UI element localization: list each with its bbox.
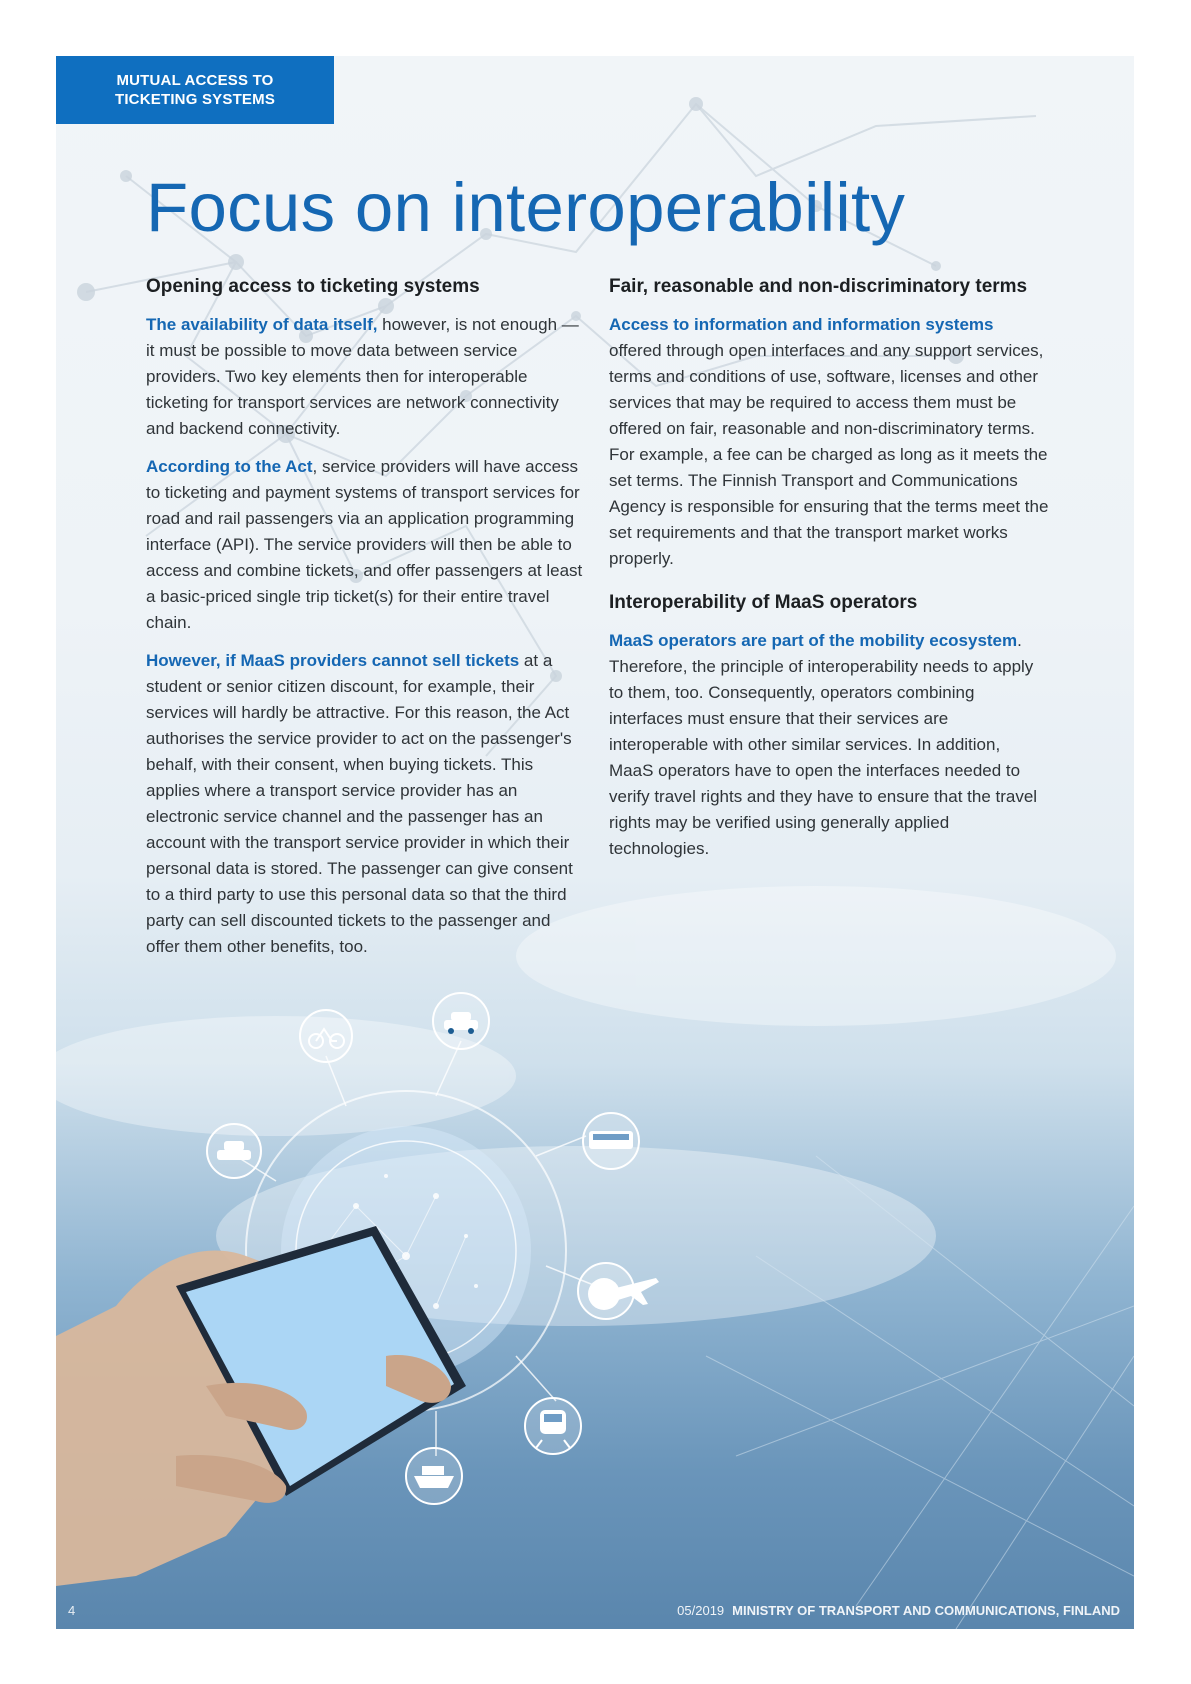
paragraph-according-to-act [146, 454, 586, 636]
highlight-text: Access to information and information systems [609, 315, 994, 334]
section-tag-line2: TICKETING SYSTEMS [114, 91, 276, 108]
body-text: , service providers will have access to ticketing and payment systems of transport services for road and rail passengers via an application programming interface (API). The service providers will then be able to access and combine tickets, and offer passengers at least a basic-priced single trip ticket(s) for their entire travel chain. [146, 457, 583, 632]
highlight-text: According to the Act [146, 457, 313, 476]
page-number: 4 [68, 1603, 76, 1618]
footer [677, 1603, 1120, 1618]
bicycle-icon [300, 1010, 352, 1062]
body-text: offered through open interfaces and any support services, terms and conditions of use, software, licenses and other services that may be required to access them must be offered on fair, reasonable and non-discriminatory terms. For example, a fee can be charged as long as it meets the set terms. The Finnish Transport and Communications Agency is responsible for ensuring that the terms meet the set requirements and that the transport market works properly. [609, 341, 1049, 568]
car-icon [207, 1124, 261, 1178]
body-text: at a student or senior citizen discount, for example, their services will hardly be attractive. For this reason, the Act authorises the service provider to act on the passenger's behalf, with their consent, when buying tickets. This applies where a transport service provider has an electronic service channel and the passenger has an account with the transport service provider in which their personal data is stored. The passenger can give consent to a third party to use this personal data so that the third party can sell discounted tickets to the passenger and offer them other benefits, too. [146, 651, 573, 956]
left-column [146, 274, 586, 972]
heading-fair-terms: Fair, reasonable and non-discriminatory terms [609, 276, 1028, 297]
paragraph-maas-providers [146, 648, 586, 960]
highlight-text: MaaS operators are part of the mobility ecosystem [609, 631, 1018, 650]
section-tag-line1: MUTUAL ACCESS TO [116, 72, 274, 89]
heading-interoperability-maas: Interoperability of MaaS operators [609, 592, 918, 613]
train-icon [525, 1398, 581, 1454]
paragraph-availability [146, 312, 586, 442]
section-tag [56, 56, 334, 124]
footer-date: 05/2019 [677, 1603, 725, 1618]
right-column [609, 274, 1049, 874]
paragraph-maas-operators [609, 628, 1049, 862]
highlight-text: The availability of data itself, [146, 315, 378, 334]
page [56, 56, 1134, 1629]
body-text: . Therefore, the principle of interoperability needs to apply to them, too. Consequently, operators combining interfaces must ensure that their services are interoperable with other similar services. In addition, MaaS operators have to open the interfaces needed to verify travel rights and they have to ensure that the travel rights may be verified using generally applied technologies. [609, 631, 1038, 858]
footer-organization: MINISTRY OF TRANSPORT AND COMMUNICATIONS, FINLAND [732, 1603, 1120, 1618]
body-text: however, is not enough — it must be possible to move data between service providers. Two key elements then for interoperable ticketing for transport services are network connectivity and backend connectivity. [146, 315, 579, 438]
page-title: Focus on interoperability [146, 169, 906, 246]
heading-opening-access: Opening access to ticketing systems [146, 276, 480, 297]
taxi-icon [433, 993, 489, 1049]
paragraph-access-information [609, 312, 1049, 572]
hand-holding-phone [56, 1226, 466, 1586]
bus-icon [583, 1113, 639, 1169]
highlight-text: However, if MaaS providers cannot sell tickets [146, 651, 520, 670]
ship-icon [406, 1448, 462, 1504]
